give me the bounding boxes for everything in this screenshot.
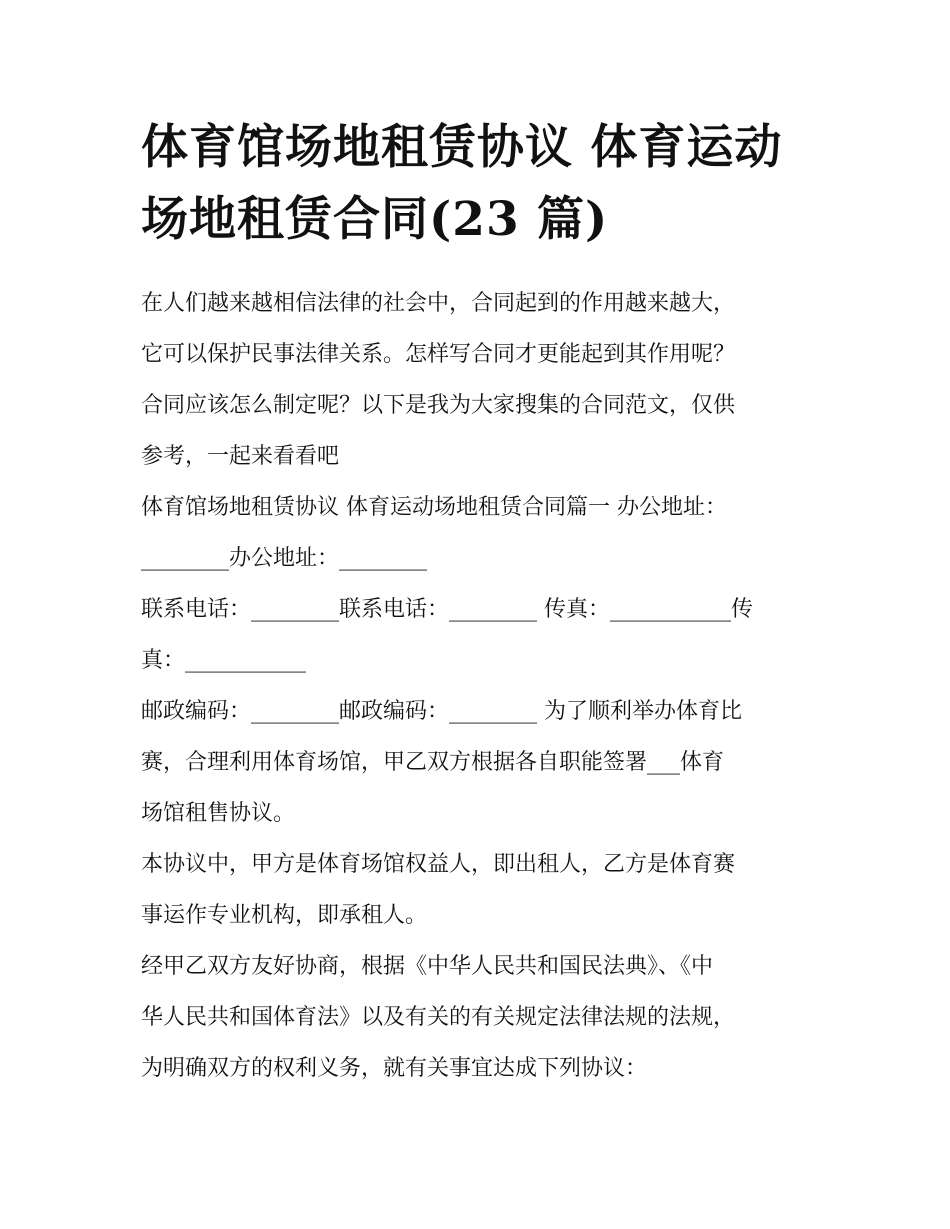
basis-line-3: 为明确双方的权利义务，就有关事宜达成下列协议： [141,1056,648,1081]
purpose-line-1: 赛，合理利用体育场馆，甲乙双方根据各自职能签署___体育 [141,750,725,775]
intro-line-2: 它可以保护民事法律关系。怎样写合同才更能起到其作用呢？ [141,342,736,367]
postal-code-fields-line: 邮政编码：________邮政编码：________ 为了顺利举办体育比 [141,699,742,724]
purpose-line-2: 场馆租售协议。 [141,801,296,826]
intro-line-4: 参考，一起来看看吧 [141,444,340,469]
intro-line-3: 合同应该怎么制定呢？以下是我为大家搜集的合同范文，仅供 [141,393,736,418]
address-fields-line: ________办公地址：________ [141,546,428,571]
parties-line-2: 事运作专业机构，即承租人。 [141,903,428,928]
document-page [141,112,813,1094]
parties-line-1: 本协议中，甲方是体育场馆权益人，即出租人，乙方是体育赛 [141,852,736,877]
document-body [141,278,813,1094]
basis-line-1: 经甲乙双方友好协商，根据《中华人民共和国民法典》、《中 [141,954,714,979]
title-line-2: 场地租赁合同(23 篇) [141,192,609,247]
title-line-1: 体育馆场地租赁协议 体育运动 [141,120,783,175]
document-title [141,112,813,256]
fax-field-line: 真：___________ [141,648,307,673]
basis-line-2: 华人民共和国体育法》以及有关的有关规定法律法规的法规， [141,1005,736,1030]
section-heading-line: 体育馆场地租赁协议 体育运动场地租赁合同篇一 办公地址： [141,495,727,520]
phone-fax-fields-line: 联系电话：________联系电话：________ 传真：___________传 [141,597,753,622]
intro-line-1: 在人们越来越相信法律的社会中，合同起到的作用越来越大， [141,291,736,316]
